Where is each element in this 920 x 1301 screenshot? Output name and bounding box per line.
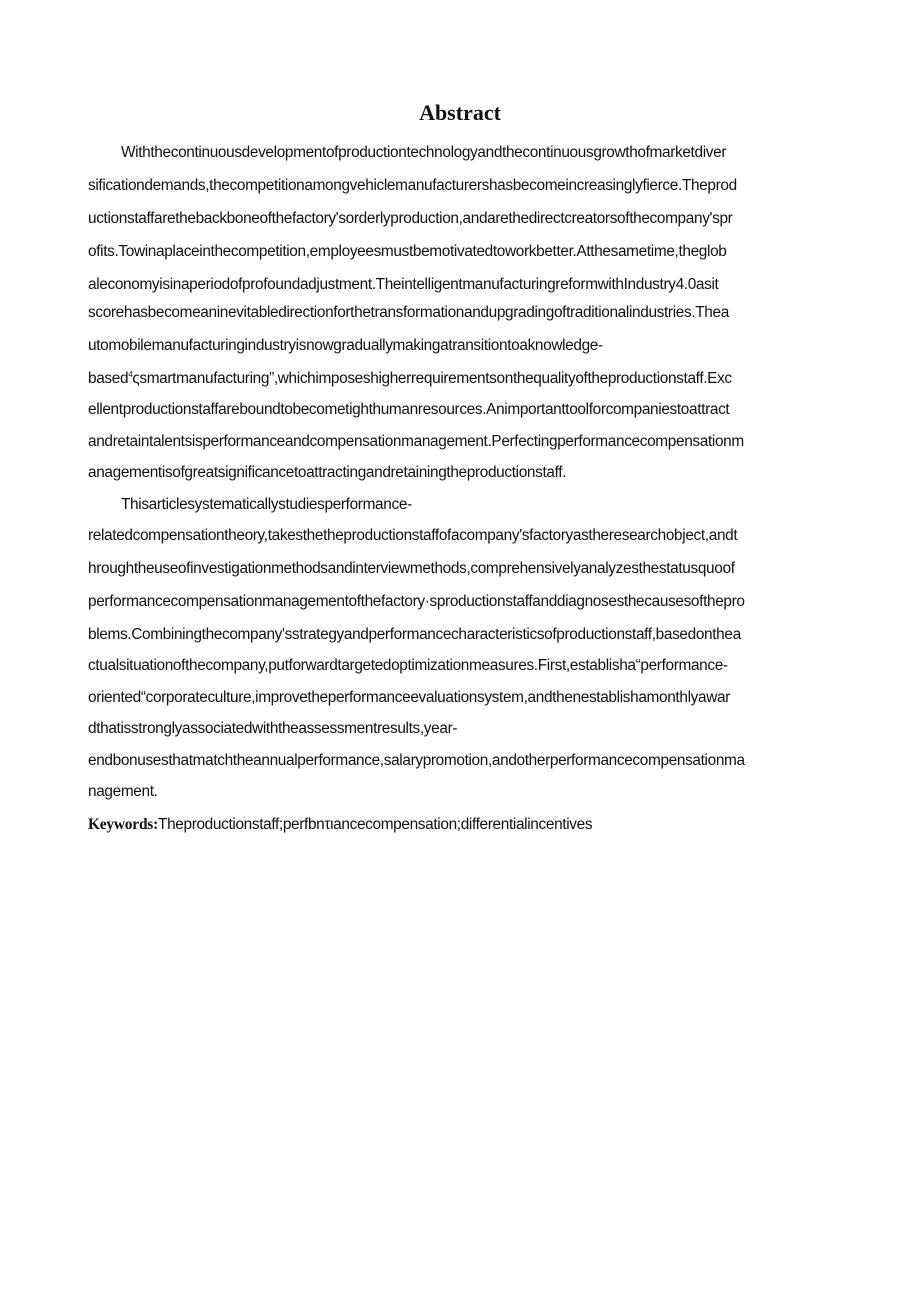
paragraph1-line-2: sificationdemands,thecompetitionamongvehiclemanufacturershasbecomeincreasinglyfierce.Theprod — [88, 177, 737, 194]
paragraph2-line-2: relatedcompensationtheory,takesthetheproductionstaffofacompany'sfactoryastheresearchobject,andt — [88, 527, 738, 544]
paragraph1-line-6: scorehasbecomeaninevitabledirectionforthetransformationandupgradingoftraditionalindustries.Thea — [88, 304, 729, 321]
paragraph2-line-4: performancecompensationmanagementofthefactory·sproductionstaffanddiagnosesthecausesofthepro — [88, 593, 745, 610]
paragraph2-line-7: oriented“corporateculture,improvetheperformanceevaluationsystem,andthenestablishamonthlyawar — [88, 689, 730, 706]
paragraph1-line-3: uctionstaffarethebackboneofthefactory'sorderlyproduction,andarethedirectcreatorsofthecompany'spr — [88, 210, 733, 227]
keywords-label: Keywords: — [88, 816, 159, 833]
paragraph2-line-9: endbonusesthatmatchtheannualperformance,salarypromotion,andotherperformancecompensationma — [88, 752, 745, 769]
paragraph2-line-6: ctualsituationofthecompany,putforwardtargetedoptimizationmeasures.First,establisha“performance- — [88, 657, 728, 674]
footnote-marker: 4 — [128, 370, 133, 379]
abstract-title: Abstract — [419, 100, 501, 125]
paragraph1-line-11: anagementisofgreatsignificancetoattractingandretainingtheproductionstaff. — [88, 464, 567, 481]
paragraph1-line-10: andretaintalentsisperformanceandcompensationmanagement.Perfectingperformancecompensationm — [88, 433, 744, 450]
paragraph1-line-8 — [88, 369, 732, 389]
paragraph1-line-4: ofits.Towinaplaceinthecompetition,employeesmustbemotivatedtoworkbetter.Atthesametime,theglob — [88, 243, 727, 260]
paragraph2-line-1: Thisarticlesystematicallystudiesperformance- — [121, 496, 412, 513]
keywords-text: Theproductionstaff;perfbnτιancecompensation;differentialincentives — [158, 816, 593, 833]
paragraph2-line-10: nagement. — [88, 783, 158, 800]
paragraph2-line-8: dthatisstronglyassociatedwiththeassessmentresults,year- — [88, 720, 458, 737]
paragraph2-line-3: hroughtheuseofinvestigationmethodsandinterviewmethods,comprehensivelyanalyzesthestatusquoof — [88, 560, 735, 577]
paragraph1-line-5: aleconomyisinaperiodofprofoundadjustment.TheintelligentmanufacturingreformwithIndustry4.0asit — [88, 276, 719, 293]
paragraph1-line-7: utomobilemanufacturingindustryisnowgraduallymakingatransitiontoaknowledge- — [88, 337, 603, 354]
paragraph1-line-9: ellentproductionstaffareboundtobecometighthumanresources.Animportanttoolforcompaniestoattract — [88, 401, 730, 418]
paragraph1-line-8-pre: based — [88, 370, 129, 387]
paragraph1-line-8-post: ςsmartmanufacturing”,whichimposeshigherrequirementsonthequalityoftheproductionstaff.Exc — [132, 370, 732, 387]
paragraph1-line-1: Withthecontinuousdevelopmentofproductiontechnologyandthecontinuousgrowthofmarketdiver — [121, 144, 727, 161]
paragraph2-line-5: blems.Combiningthecompany'sstrategyandperformancecharacteristicsofproductionstaff,basedonthea — [88, 626, 741, 643]
keywords-line — [88, 815, 592, 835]
